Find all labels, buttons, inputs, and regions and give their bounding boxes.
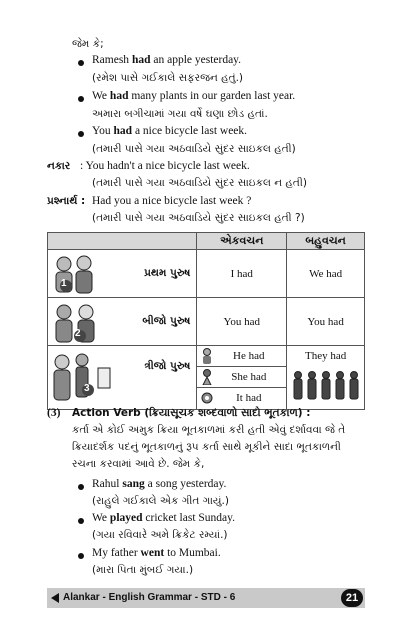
header-plural: બહુવચન [287,233,365,250]
table-row [48,298,365,346]
negative-label: નકાર [47,160,71,172]
example-sentence: We had many plants in our garden last year. [92,90,296,102]
person-cell [48,346,197,410]
singular-cell: You had [197,298,287,346]
plural-cell [287,346,365,410]
table-row [48,250,365,298]
person-number: 3 [84,383,90,394]
left-arrow-icon [51,593,59,603]
people-illustration-icon [50,252,110,296]
she-had-text: She had [231,371,267,383]
bullet [78,484,84,490]
example-translation: (રાહુલે ગઈકાલે એક ગીત ગાયું.) [92,495,229,507]
question-translation: (તમારી પાસે ગયા અઠવાડિયે સુંદર સાઇકલ હતી ?) [92,212,305,224]
person-cell [48,298,197,346]
he-had-text: He had [233,350,265,362]
example-translation: અમારા બગીચામાં ગયા વર્ષે ઘણા છોડ હતાં. [92,108,268,120]
footer-bar [47,588,365,608]
example-sentence: Ramesh had an apple yesterday. [92,54,242,66]
person-label: બીજો પુરુષ [142,315,191,327]
object-icon [200,391,214,405]
plural-cell: We had [287,250,365,298]
intro-text: જેમ કે; [72,38,104,50]
negative-sentence: : You hadn't a nice bicycle last week. [80,160,250,172]
bullet [78,96,84,102]
boy-icon [201,348,213,364]
question-sentence: Had you a nice bicycle last week ? [92,195,252,207]
singular-subcell [197,388,286,409]
person-cell [48,250,197,298]
page-number: 21 [341,589,363,607]
negative-translation: (તમારી પાસે ગયા અઠવાડિયે સુંદર સાઇકલ ન હતી) [92,177,307,189]
example-translation: (રમેશ પાસે ગઈકાલે સફરજન હતું.) [92,72,244,84]
bullet [78,518,84,524]
question-label: પ્રશ્નાર્થ : [47,195,86,207]
bullet [78,131,84,137]
singular-subcell [197,346,286,367]
example-sentence: You had a nice bicycle last week. [92,125,248,137]
group-of-people-icon [291,370,361,404]
section-title: Action Verb (ક્રિયાસૂચક શબ્દવાળો સાદો ભૂતકાળ) : [72,407,311,419]
bullet [78,553,84,559]
people-illustration-icon [50,348,120,406]
person-label: ત્રીજો પુરુષ [144,359,191,372]
had-conjugation-table [47,232,365,410]
example-sentence: We played cricket last Sunday. [92,512,236,524]
example-sentence: Rahul sang a song yesterday. [92,478,227,490]
plural-cell: You had [287,298,365,346]
singular-subcell [197,367,286,388]
table-corner [48,233,197,250]
header-singular: એકવચન [197,233,287,250]
person-number: 1 [61,278,67,289]
section-paragraph-line: કર્તા એ કોઈ અમુક ક્રિયા ભૂતકાળમાં કરી હતી એવું દર્શાવવા જે તે [72,424,346,436]
girl-icon [201,369,213,385]
person-label: પ્રથમ પુરુષ [144,267,191,279]
section-paragraph-line: ક્રિયાદર્શક પદનું ભૂતકાળનું રૂપ કર્તા સાથે મૂકીને સાદા ભૂતકાળની [72,441,341,453]
it-had-text: It had [236,392,262,404]
singular-cell: I had [197,250,287,298]
section-number: (3) [47,407,61,419]
they-had-text: They had [304,350,347,362]
singular-cell-group [197,346,287,410]
section-paragraph-line: રચના કરવામાં આવે છે. જેમ કે, [72,458,205,470]
table-row [48,346,365,410]
example-translation: (મારા પિતા મુંબઈ ગયા.) [92,564,194,576]
person-number: 2 [75,328,81,339]
example-translation: (તમારી પાસે ગયા અઠવાડિયે સુંદર સાઇકલ હતી) [92,143,296,155]
example-translation: (ગયા રવિવારે અમે ક્રિકેટ રમ્યાં.) [92,529,228,541]
example-sentence: My father went to Mumbai. [92,547,221,559]
footer-text: Alankar - English Grammar - STD - 6 [63,592,236,603]
bullet [78,60,84,66]
